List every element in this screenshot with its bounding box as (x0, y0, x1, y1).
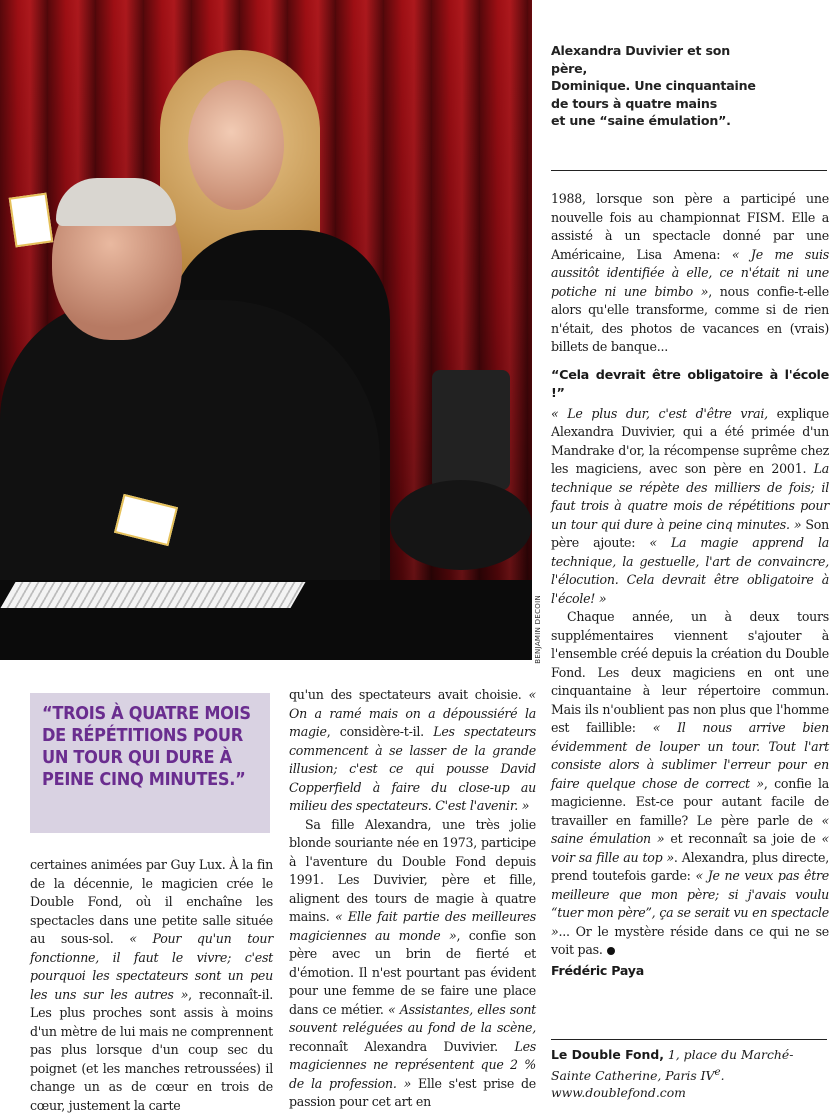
pull-quote (30, 693, 270, 833)
text-run: qu'un des spectateurs avait choisie. (289, 687, 529, 702)
venue-address-end: . (720, 1067, 725, 1083)
quote-run: « saine émulation » (551, 812, 829, 846)
card-fan-icon (0, 582, 305, 608)
quote-run: Les magiciennes ne représentent que 2 % de la profession. » (289, 1038, 536, 1091)
venue-name: Le Double Fond, (551, 1047, 664, 1062)
end-mark-icon (607, 947, 615, 955)
paragraph (551, 608, 829, 960)
text-run: , confie la magicienne. Est-ce pour autant facile de travailler en famille? Le père parle de (551, 775, 830, 828)
venue-info (551, 1046, 827, 1102)
man-hair (56, 178, 176, 226)
text-run: 1988, lorsque son père a participé une nouvelle fois au championnat FISM. Elle a assisté à un spectacle donné par une Américaine, Lisa Amena: (551, 191, 829, 262)
top-hat-brim (390, 480, 532, 570)
woman-face (188, 80, 284, 210)
caption-line: de tours à quatre mains (551, 95, 717, 111)
section-subhead: “Cela devrait être obligatoire à l'école !” (551, 367, 829, 401)
divider (551, 170, 827, 171)
paragraph (289, 686, 536, 816)
caption-line: et une “saine émulation”. (551, 113, 731, 128)
paragraph (289, 816, 536, 1112)
article-column-3 (551, 190, 829, 980)
quote-run: Les spectateurs commencent à se lasser de la grande illusion; c'est ce qui pousse David Copperfield à faire du close-up au milieu des spectateurs. C'est l'avenir. » (289, 724, 536, 813)
text-run: , confie son père avec un brin de fierté et d'émotion. Il n'est pourtant pas évident pour une femme de se faire une place dans ce métier. (289, 927, 536, 1017)
top-hat-icon (432, 370, 510, 490)
quote-run: « Assistantes, elles sont souvent reléguées au fond de la scène, (289, 1001, 536, 1035)
text-run: Chaque année, un à deux tours supplémentaires viennent s'ajouter à l'ensemble créé depuis la création du Double Fond. Les deux magiciens en ont une cinquantaine à leur répertoire commun. Mais ils n'oublient pas non plus que l'homme est faillible: (551, 609, 829, 735)
quote-run: « Je ne veux pas être meilleure que mon père; si j'avais voulu “tuer mon père”, ça se serait vu en spectacle » (551, 868, 829, 939)
article-photo (0, 0, 532, 660)
paragraph (551, 190, 829, 357)
caption-line: Dominique. Une cinquantaine (551, 78, 756, 93)
text-run: . Alexandra, plus directe, prend toutefois garde: (551, 849, 829, 883)
quote-run: « Elle fait partie des meilleures magiciennes au monde » (289, 909, 536, 943)
article-column-2 (289, 686, 536, 1112)
playing-card-icon (9, 193, 54, 248)
quote-run: « Je me suis aussitôt identifiée à elle, ce n'était ni une potiche ni une bimbo » (551, 246, 829, 299)
text-run: , considère-t-il. (326, 724, 434, 739)
text-run: , reconnaît-il. Les plus proches sont assis à moins d'un mètre de lui mais ne comprennent pas plus lorsque d'un coup sec du poignet (et les manches retroussées) il change un as de cœur en trois de cœur, justement la carte (30, 986, 274, 1113)
quote-run: « voir sa fille au top » (551, 831, 829, 865)
paragraph (551, 405, 829, 609)
photo-caption (551, 42, 761, 130)
text-run: , nous confie-t-elle alors qu'elle transforme, comme si de rien n'était, des photos de vacances en (vrais) billets de banque... (551, 283, 829, 354)
text-run: ... Or le mystère réside dans ce qui ne se voit pas. (551, 923, 829, 957)
author-byline: Frédéric Paya (551, 962, 644, 978)
text-run: Elle s'est prise de passion pour cet art en (289, 1075, 536, 1109)
paragraph (30, 856, 273, 1115)
text-run: et reconnaît sa joie de (664, 831, 822, 846)
quote-run: La technique se répète des milliers de fois; il faut trois à quatre mois de répétitions pour un tour qui dure à peine cinq minutes. » (551, 461, 829, 532)
text-run: Son père ajoute: (551, 516, 829, 550)
text-run: explique Alexandra Duvivier, qui a été primée d'un Mandrake d'or, la récompense suprême chez les magiciens, avec son père en 2001. (551, 405, 829, 476)
caption-line: Alexandra Duvivier et son père, (551, 43, 730, 76)
pull-quote-text: “TROIS À QUATRE MOIS DE RÉPÉTITIONS POUR UN TOUR QUI DURE À PEINE CINQ MINUTES.” (42, 703, 251, 790)
article-column-1 (30, 856, 273, 1115)
quote-run: « Pour qu'un tour fonctionne, il faut le vivre; c'est pourquoi les spectateurs sont un peu les uns sur les autres » (30, 931, 274, 1002)
photo-credit: BENJAMIN DECOIN (534, 595, 542, 664)
text-run: certaines animées par Guy Lux. À la fin de la décennie, le magicien crée le Double Fond, où il enchaîne les spectacles dans une petite salle située au sous-sol. (30, 857, 273, 946)
venue-address-sup: e (714, 1065, 721, 1078)
venue-address: 1, place du Marché-Sainte Catherine, Paris IV (551, 1047, 794, 1083)
quote-run: « Il nous arrive bien évidemment de louper un tour. Tout l'art consiste alors à sublimer l'erreur pour en faire quelque chose de correct » (551, 720, 829, 791)
text-run: reconnaît Alexandra Duvivier. (289, 1038, 515, 1054)
text-run: Sa fille Alexandra, une très jolie blonde souriante née en 1973, participe à l'aventure du Double Fond depuis 1991. Les Duvivier, père et fille, alignent des tours de magie à quatre mains. (289, 816, 536, 924)
divider (551, 1039, 827, 1040)
venue-url[interactable]: www.doublefond.com (551, 1085, 686, 1101)
quote-run: « On a ramé mais on a dépoussiéré la magie (289, 687, 536, 739)
quote-run: « Le plus dur, c'est d'être vrai, (551, 405, 768, 421)
quote-run: « La magie apprend la technique, la gestuelle, l'art de convaincre, l'élocution. Cela devrait être obligatoire à l'école! » (551, 535, 829, 606)
